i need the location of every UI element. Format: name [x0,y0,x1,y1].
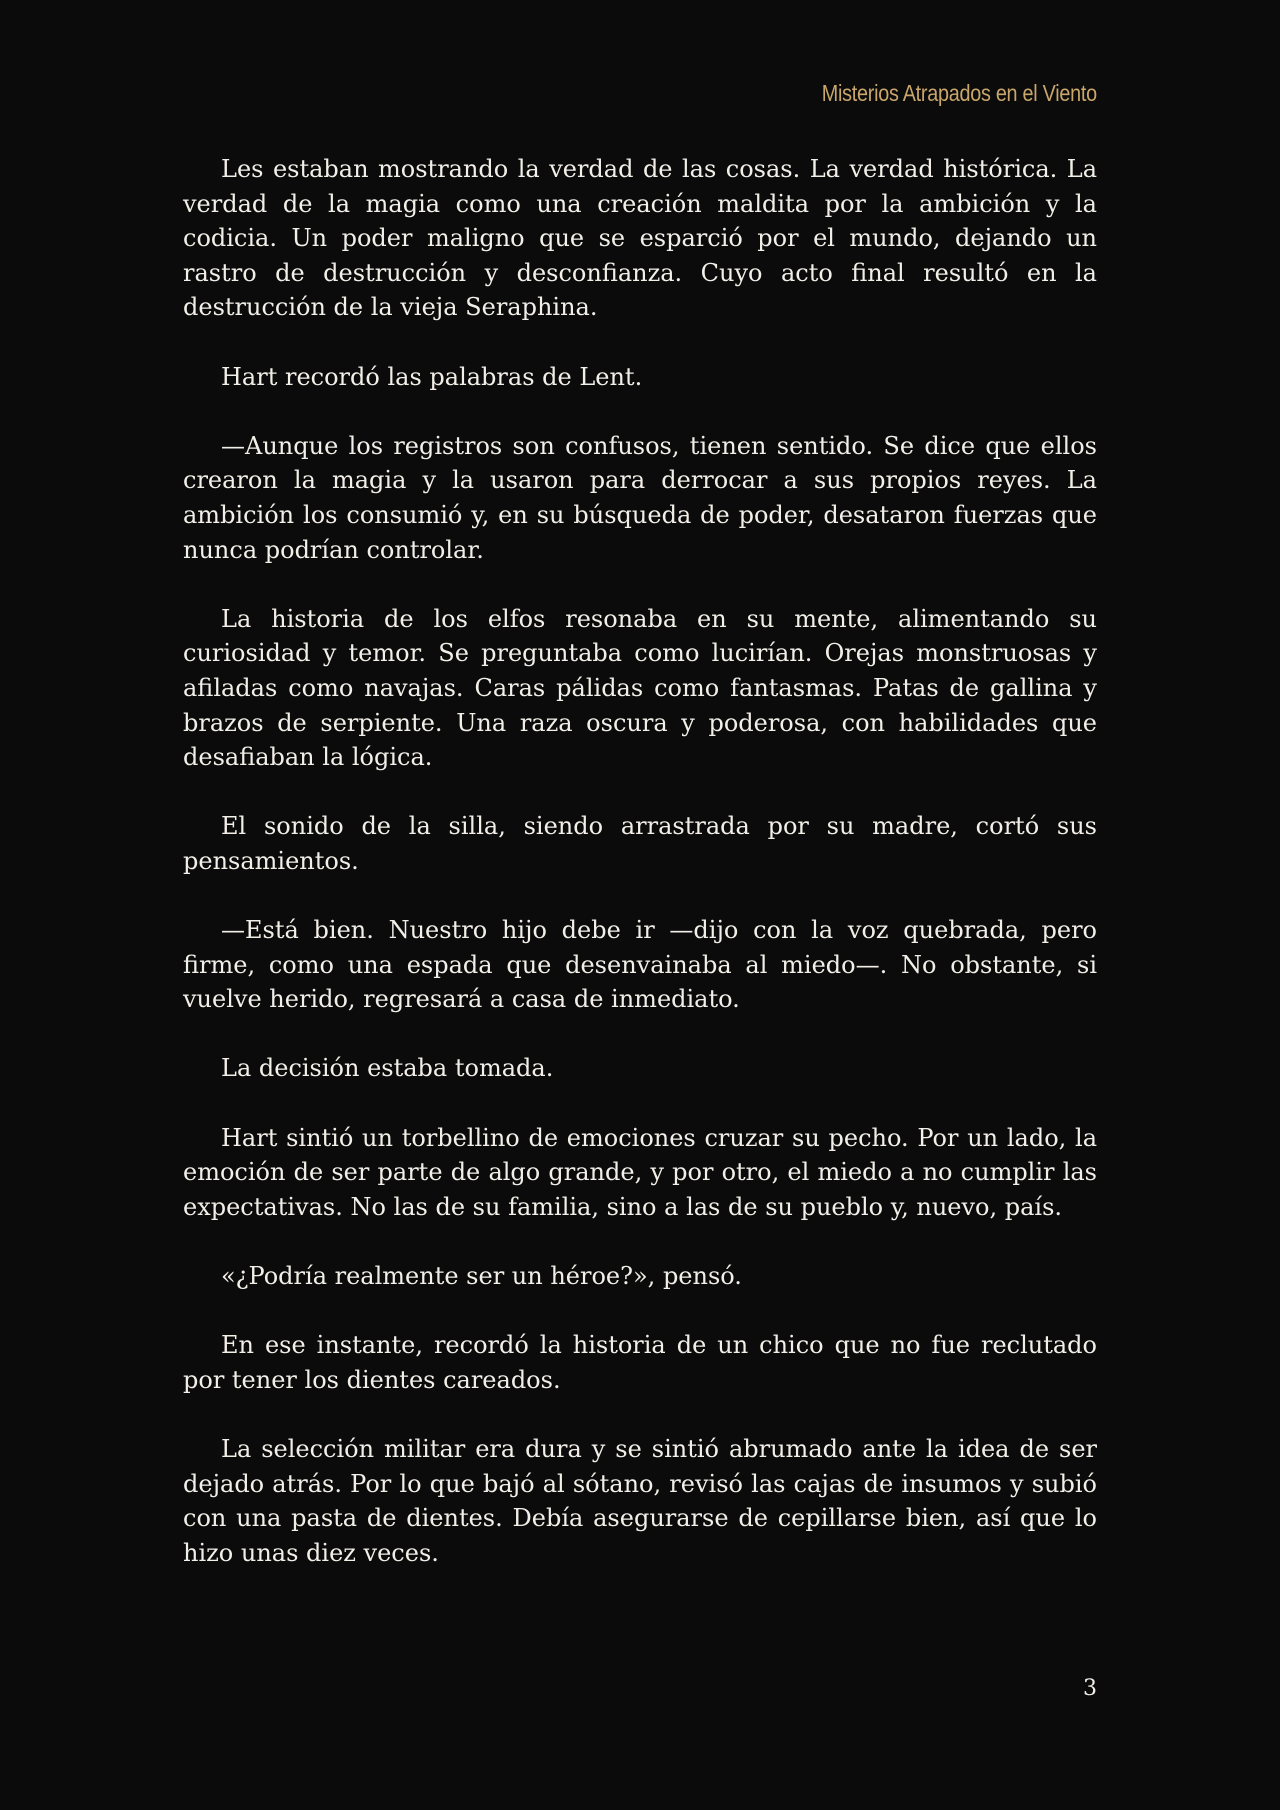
chapter-body [183,152,1097,1605]
paragraph: Les estaban mostrando la verdad de las cosas. La verdad histórica. La verdad de la magia como una creación maldita por la ambición y la codicia. Un poder maligno que se esparció por el mundo, dejando un rastro de destrucción y desconfianza. Cuyo acto final resultó en la destrucción de la vieja Seraphina. [183,155,1097,322]
paragraph: El sonido de la silla, siendo arrastrada por su madre, cortó sus pensamientos. [183,812,1097,875]
paragraph: «¿Podría realmente ser un héroe?», pensó. [221,1262,742,1290]
paragraph: Hart recordó las palabras de Lent. [221,362,643,391]
paragraph: En ese instante, recordó la historia de un chico que no fue reclutado por tener los dientes careados. [183,1331,1097,1394]
paragraph: —Está bien. Nuestro hijo debe ir —dijo con la voz quebrada, pero firme, como una espada que desenvainaba al miedo—. No obstante, si vuelve herido, regresará a casa de inmediato. [183,916,1097,1014]
running-header-title: Misterios Atrapados en el Viento [821,80,1097,106]
paragraph: La decisión estaba tomada. [221,1054,554,1083]
paragraph: La historia de los elfos resonaba en su mente, alimentando su curiosidad y temor. Se preguntaba como lucirían. Orejas monstruosas y afiladas como navajas. Caras pálidas como fantasmas. Patas de gallina y brazos de serpiente. Una raza oscura y poderosa, con habilidades que desafiaban la lógica. [183,604,1097,772]
paragraph: La selección militar era dura y se sintió abrumado ante la idea de ser dejado atrás. Por lo que bajó al sótano, revisó las cajas de insumos y subió con una pasta de dientes. Debía asegurarse de cepillarse bien, así que lo hizo unas diez veces. [183,1434,1097,1567]
paragraph: —Aunque los registros son confusos, tienen sentido. Se dice que ellos crearon la magia y la usaron para derrocar a sus propios reyes. La ambición los consumió y, en su búsqueda de poder, desataron fuerzas que nunca podrían controlar. [183,431,1097,564]
page-number: 3 [1083,1676,1097,1701]
paragraph: Hart sintió un torbellino de emociones cruzar su pecho. Por un lado, la emoción de ser parte de algo grande, y por otro, el miedo a no cumplir las expectativas. No las de su familia, sino a las de su pueblo y, nuevo, país. [183,1123,1097,1221]
